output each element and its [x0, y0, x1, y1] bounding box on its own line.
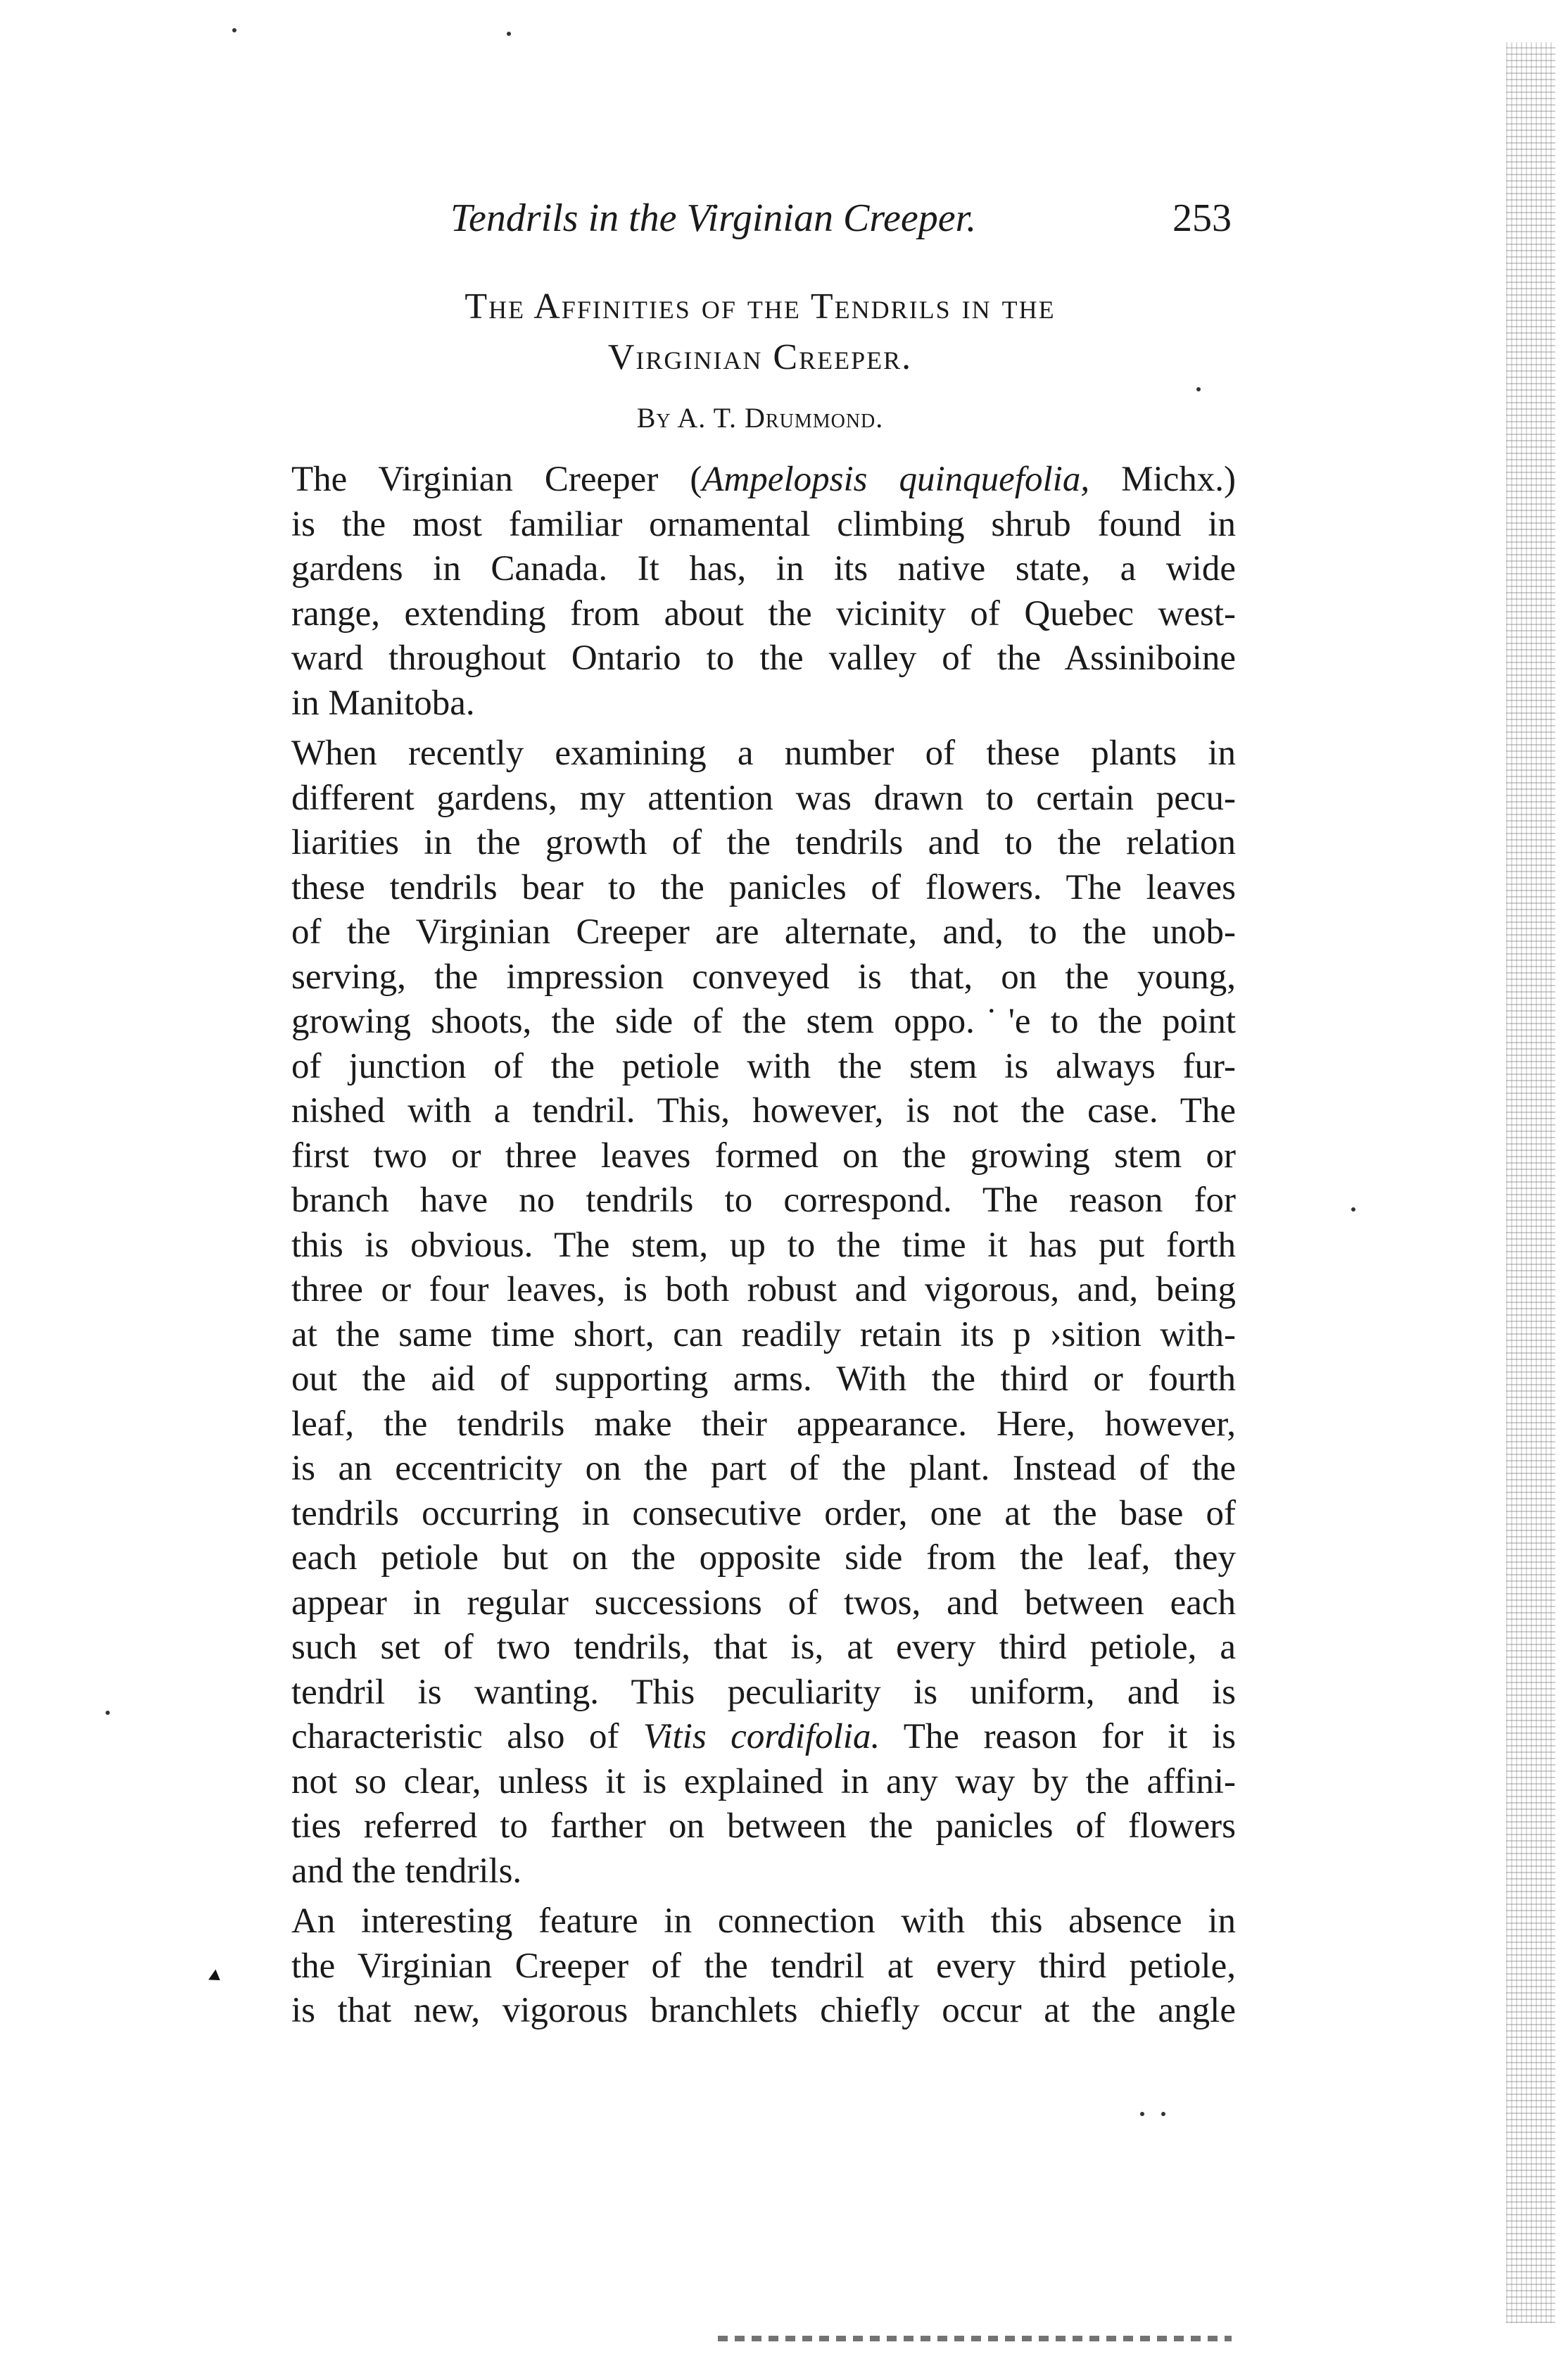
text-line [249, 1715, 1236, 1760]
text-line: in Manitoba. [291, 683, 475, 723]
text-line: An interesting feature in connection with this absence in [291, 1901, 1236, 1941]
byline: By A. T. Drummond. [636, 402, 884, 434]
text-line: branch have no tendrils to correspond. The reason for [291, 1181, 1236, 1220]
text-line: of junction of the petiole with the stem is always fur- [291, 1046, 1236, 1086]
text-line: gardens in Canada. It has, in its native state, a wide [291, 549, 1236, 589]
page-number: 253 [1172, 196, 1232, 240]
text-line: tendrils occurring in consecutive order, one at the base of [291, 1493, 1236, 1533]
paragraph-3 [249, 1899, 1236, 2034]
text-line: is an eccentricity on the part of the plant. Instead of the [291, 1449, 1236, 1488]
text-line: ties referred to farther on between the panicles of flowers [291, 1806, 1236, 1846]
scan-speck [1196, 387, 1201, 391]
text-line: leaf, the tendrils make their appearance. Here, however, [291, 1404, 1236, 1444]
text-line: tendril is wanting. This peculiarity is uniform, and is [291, 1672, 1236, 1712]
running-head-title: Tendrils in the Virginian Creeper. [450, 196, 977, 240]
text-line: and the tendrils. [291, 1851, 522, 1891]
scan-speck [232, 28, 236, 32]
scan-speck [1351, 1207, 1355, 1212]
scan-speck [1161, 2112, 1165, 2116]
text-run: The Virginian Creeper ( [291, 460, 702, 499]
species-name: Ampelopsis quinquefolia, [702, 460, 1090, 499]
text-line: three or four leaves, is both robust and vigorous, and, being [291, 1270, 1236, 1309]
text-line: these tendrils bear to the panicles of flowers. The leaves [291, 867, 1236, 907]
text-line: is that new, vigorous branchlets chiefly occur at the angle [291, 1991, 1236, 2030]
text-line: range, extending from about the vicinity of Quebec west- [291, 593, 1236, 634]
text-line: first two or three leaves formed on the growing stem or [291, 1135, 1236, 1176]
text-line: not so clear, unless it is explained in any way by the affini- [291, 1761, 1236, 1801]
text-line: at the same time short, can readily retain its p ›sition with- [291, 1314, 1236, 1354]
text-run: Michx.) [1089, 460, 1237, 499]
scan-bottom-noise [718, 2336, 1232, 2341]
text-line: this is obvious. The stem, up to the time it has put forth [291, 1225, 1236, 1265]
article-title-line-1: The Affinities of the Tendrils in the [464, 287, 1056, 327]
scan-arrow-mark [208, 1970, 224, 1986]
text-line: such set of two tendrils, that is, at every third petiole, a [291, 1628, 1236, 1667]
text-line: of the Virginian Creeper are alternate, and, to the unob- [291, 912, 1236, 952]
text-line: the Virginian Creeper of the tendril at every third petiole, [291, 1946, 1236, 1986]
scan-speck [106, 1711, 110, 1715]
text-line: When recently examining a number of these plants in [291, 734, 1236, 773]
article-body [249, 458, 1236, 2034]
scan-speck [507, 32, 511, 36]
text-line: out the aid of supporting arms. With the third or fourth [291, 1359, 1236, 1399]
text-run: The reason for it is [880, 1717, 1236, 1756]
species-name: Vitis cordifolia. [643, 1717, 880, 1756]
scan-margin-noise [1506, 42, 1555, 2323]
text-line: nished with a tendril. This, however, is not the case. The [291, 1091, 1236, 1131]
article-title-line-2: Virginian Creeper. [607, 337, 913, 377]
text-line: different gardens, my attention was drawn to certain pecu- [291, 778, 1236, 818]
text-line: serving, the impression conveyed is that, on the young, [291, 957, 1236, 997]
text-line: each petiole but on the opposite side from the leaf, they [291, 1538, 1236, 1578]
text-line: ward throughout Ontario to the valley of the Assiniboine [291, 638, 1236, 678]
running-head [450, 196, 1232, 245]
text-line: appear in regular successions of twos, and between each [291, 1582, 1236, 1623]
text-line: growing shoots, the side of the stem oppo.˙'e to the point [291, 1002, 1236, 1041]
text-line: is the most familiar ornamental climbing shrub found in [291, 504, 1236, 544]
paragraph-2 [249, 731, 1236, 1894]
article-title [253, 282, 1267, 383]
text-run: characteristic also of [291, 1717, 643, 1756]
text-line [249, 458, 1236, 503]
paragraph-1 [249, 458, 1236, 726]
scan-speck [1140, 2112, 1144, 2116]
text-line: liarities in the growth of the tendrils and to the relation [291, 823, 1236, 862]
